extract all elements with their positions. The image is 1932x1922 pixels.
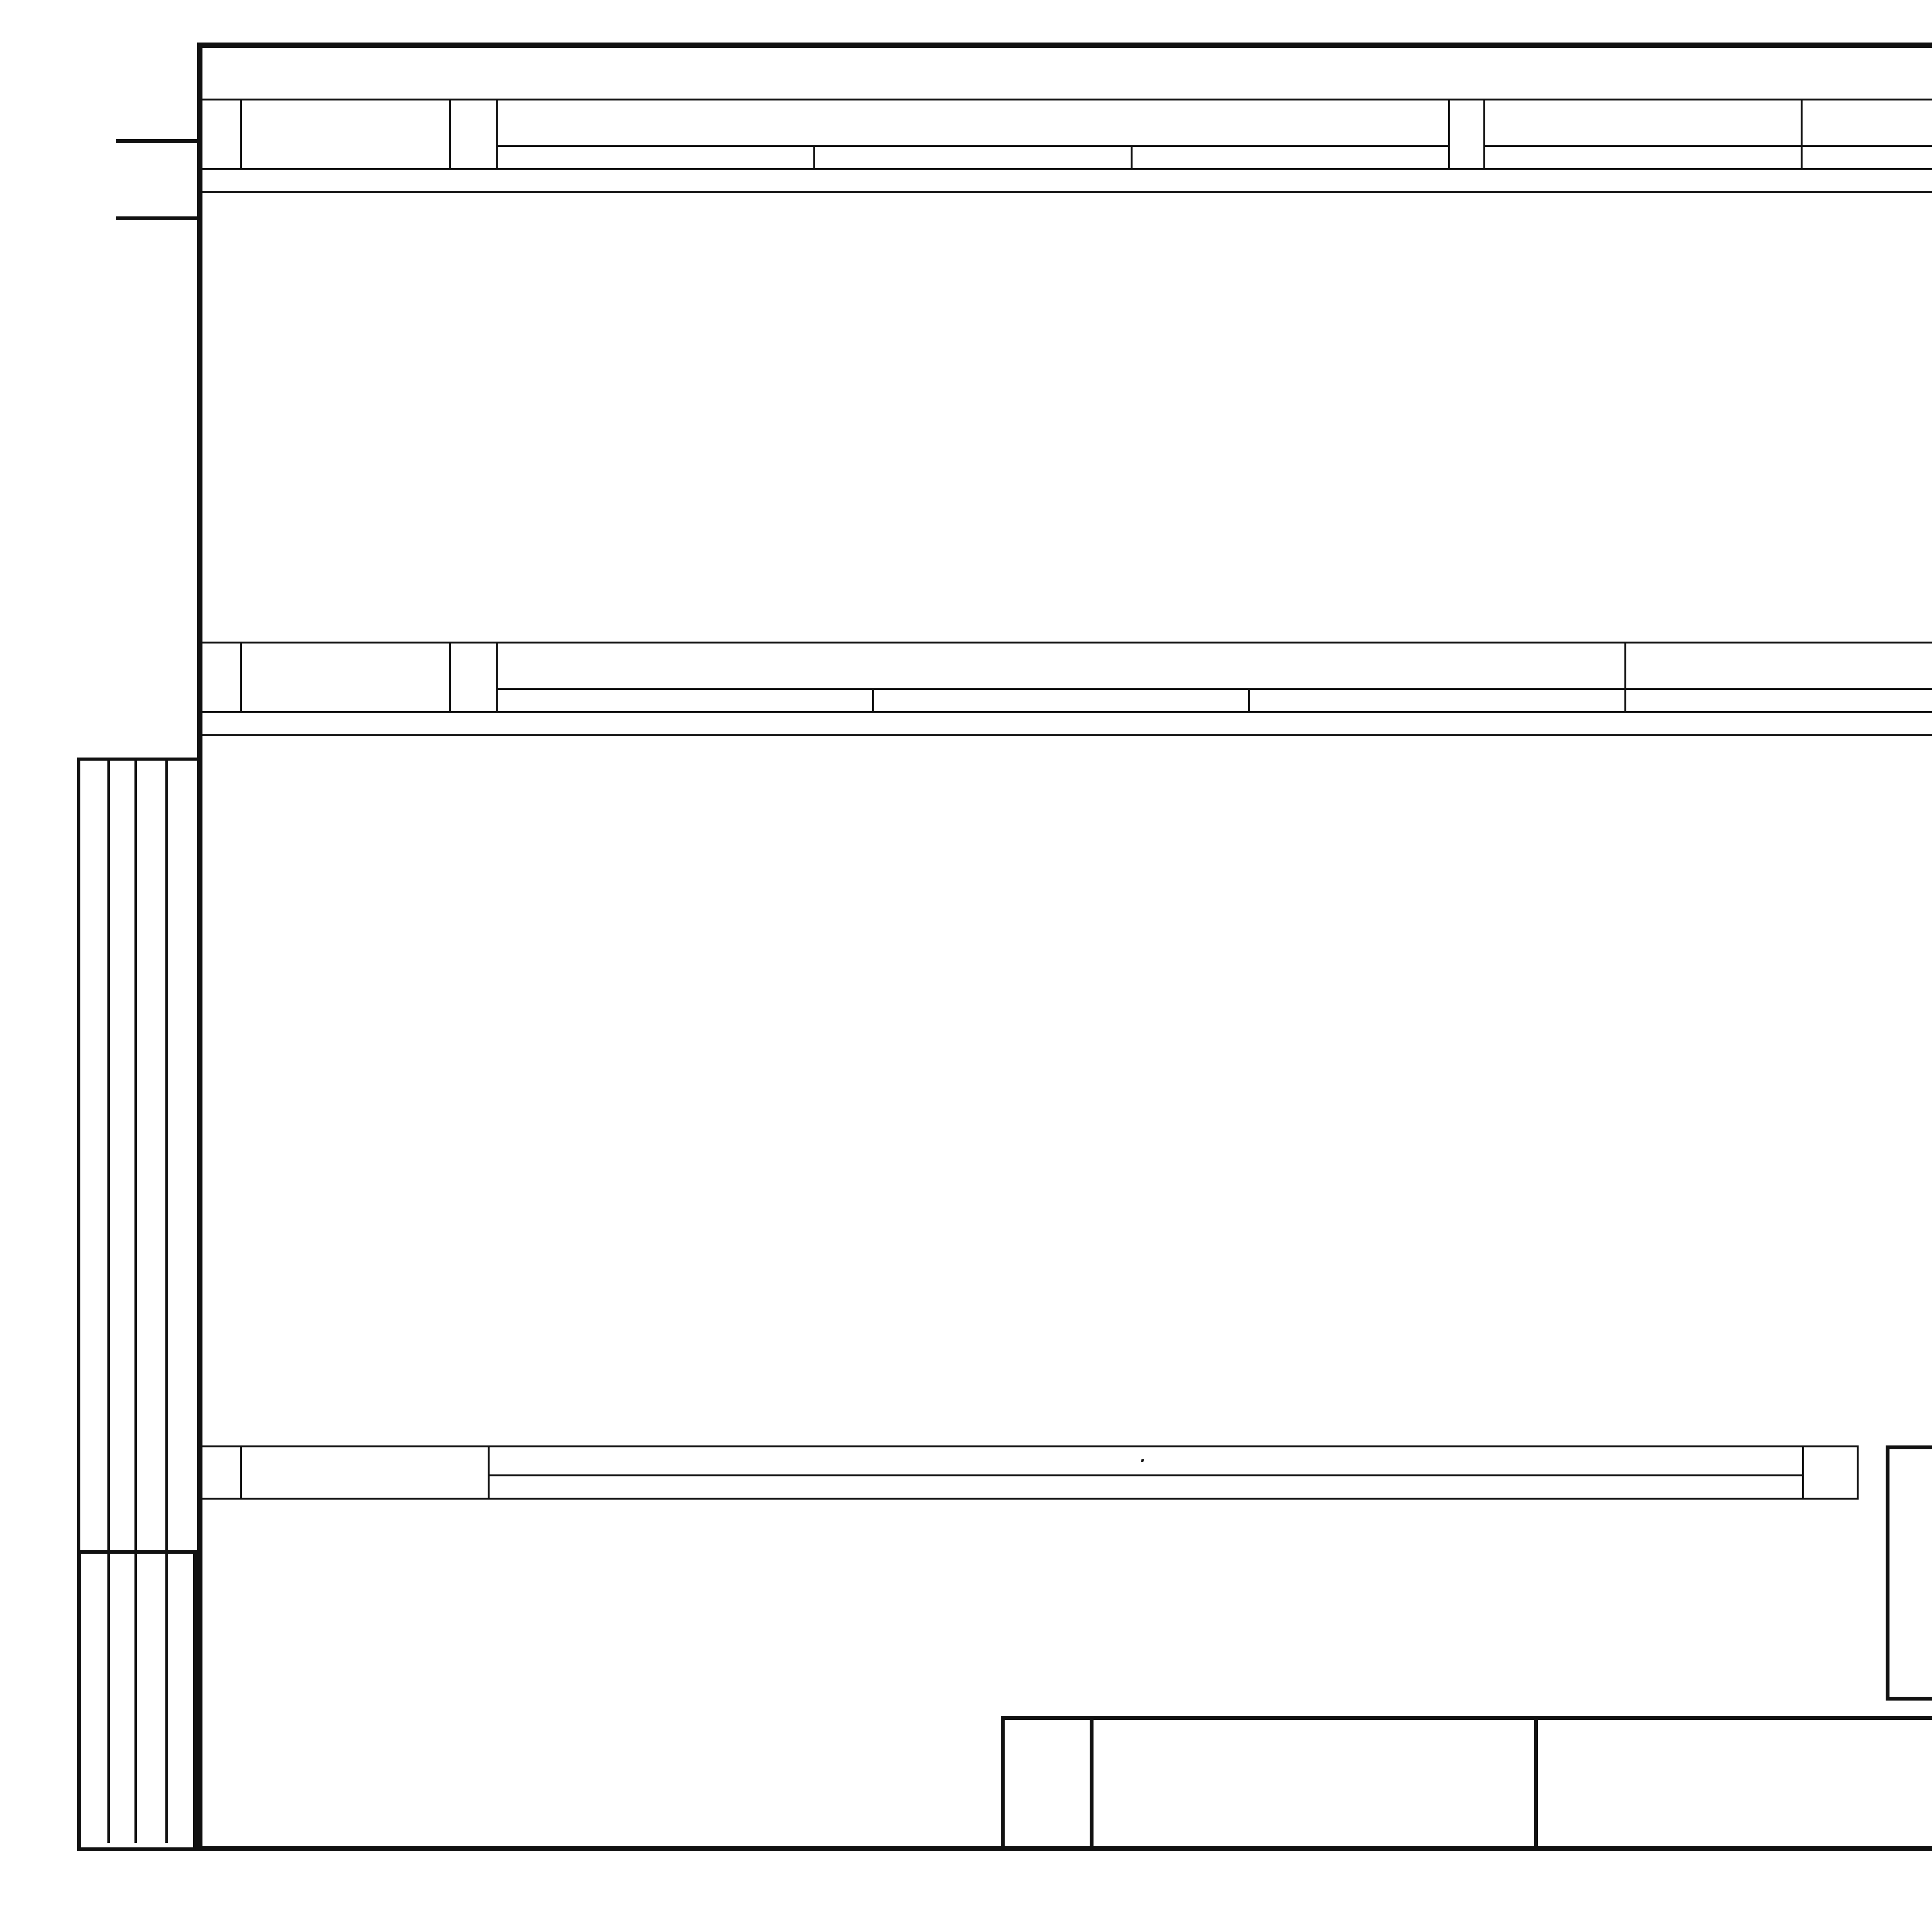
col-c300: [814, 146, 1132, 169]
col-a1: [1625, 643, 1932, 689]
outer-frame: [197, 43, 1932, 1851]
precast-section-title: [198, 169, 1932, 192]
a1-diam-row: [1484, 146, 1802, 169]
col-total: [1132, 146, 1449, 169]
a1-diam-row: [1625, 689, 1932, 712]
project-desc-cell: [1090, 1716, 1538, 1851]
col-a1: [1484, 100, 1802, 146]
col-concrete: [497, 100, 1449, 146]
steel-title: ·: [489, 1447, 1803, 1476]
precast-table: [197, 99, 1932, 193]
col-concrete: [497, 643, 1626, 689]
col-no: [198, 100, 241, 169]
col-group: [241, 100, 450, 169]
binding-margin-line-2: [116, 216, 197, 220]
steel-profile-row: [489, 1476, 1803, 1499]
col-no: [198, 643, 241, 712]
col-name: [241, 1447, 489, 1499]
col-c200: [497, 689, 873, 712]
institute-logo: [77, 1550, 197, 1851]
col-qty: [450, 643, 497, 712]
monolith-section-title: [198, 712, 1932, 735]
steel-table: [197, 1445, 1859, 1500]
col-a2: [1802, 100, 1932, 146]
col-c200: [497, 146, 815, 169]
col-group: [241, 643, 450, 712]
col-no: [198, 1447, 241, 1499]
sheet-title-cell: [1534, 1716, 1932, 1851]
col-c300: [873, 689, 1249, 712]
col-cold: [1449, 100, 1484, 169]
col-total: [1249, 689, 1626, 712]
gost-list: [1886, 1445, 1932, 1701]
binding-margin-line: [116, 139, 197, 143]
year-cell: [1001, 1716, 1094, 1851]
monolith-table: [197, 642, 1932, 736]
col-qty: [450, 100, 497, 169]
a2-diam-row: [1802, 146, 1932, 169]
col-total: [1803, 1447, 1858, 1499]
